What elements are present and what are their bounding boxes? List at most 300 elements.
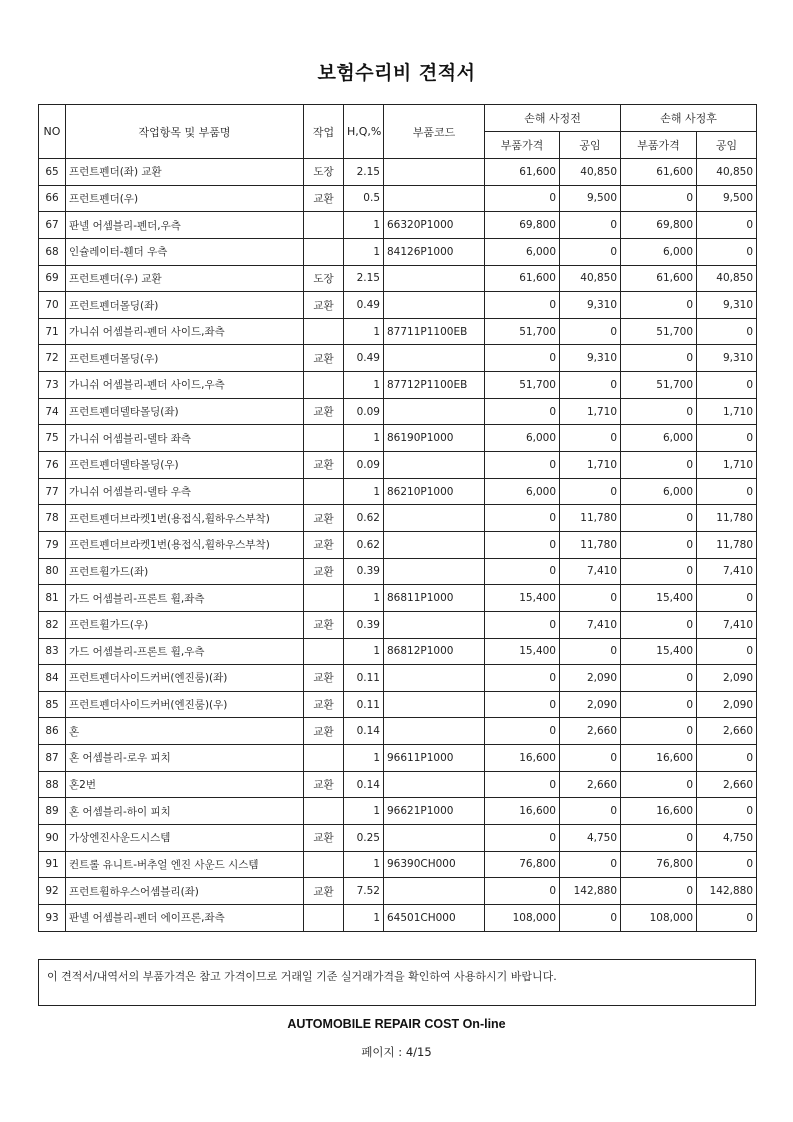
cell-after-labor: 9,500 — [697, 185, 757, 212]
cell-after-labor: 7,410 — [697, 558, 757, 585]
table-row — [39, 292, 757, 319]
cell-work: 도장 — [304, 265, 344, 292]
cell-hq: 1 — [344, 238, 384, 265]
cell-hq: 1 — [344, 638, 384, 665]
footer-brand: AUTOMOBILE REPAIR COST On-line — [287, 1017, 506, 1031]
table-row — [39, 825, 757, 852]
cell-work: 교환 — [304, 345, 344, 372]
cell-after-labor: 0 — [697, 745, 757, 772]
cell-before-labor: 0 — [560, 425, 621, 452]
cell-after-labor: 0 — [697, 212, 757, 239]
cell-item-name: 컨트롤 유니트-버추얼 엔진 사운드 시스템 — [66, 851, 304, 878]
cell-before-labor: 9,500 — [560, 185, 621, 212]
cell-before-labor: 40,850 — [560, 265, 621, 292]
cell-no: 73 — [39, 372, 66, 399]
table-row — [39, 372, 757, 399]
cell-work: 교환 — [304, 825, 344, 852]
cell-part-code — [384, 398, 485, 425]
cell-part-code — [384, 825, 485, 852]
cell-item-name: 프런트펜더몰딩(우) — [66, 345, 304, 372]
cell-after-part-price: 61,600 — [621, 159, 697, 186]
cell-before-labor: 2,660 — [560, 718, 621, 745]
cell-after-labor: 2,660 — [697, 771, 757, 798]
table-row — [39, 878, 757, 905]
cell-before-part-price: 108,000 — [485, 904, 560, 931]
cell-no: 83 — [39, 638, 66, 665]
cell-hq: 1 — [344, 425, 384, 452]
cell-before-labor: 0 — [560, 585, 621, 612]
cell-part-code — [384, 558, 485, 585]
cell-part-code — [384, 718, 485, 745]
cell-after-labor: 40,850 — [697, 265, 757, 292]
cell-work — [304, 318, 344, 345]
cell-no: 68 — [39, 238, 66, 265]
cell-part-code: 64501CH000 — [384, 904, 485, 931]
cell-after-labor: 142,880 — [697, 878, 757, 905]
cell-work: 교환 — [304, 611, 344, 638]
cell-no: 84 — [39, 665, 66, 692]
cell-before-part-price: 0 — [485, 611, 560, 638]
estimate-table — [38, 104, 757, 932]
cell-after-labor: 2,090 — [697, 665, 757, 692]
table-row — [39, 318, 757, 345]
cell-before-labor: 7,410 — [560, 558, 621, 585]
document-title: 보험수리비 견적서 — [317, 62, 476, 84]
cell-item-name: 프런트펜더브라켓1번(용접식,휠하우스부착) — [66, 505, 304, 532]
cell-part-code — [384, 531, 485, 558]
cell-before-labor: 40,850 — [560, 159, 621, 186]
cell-no: 89 — [39, 798, 66, 825]
table-row — [39, 851, 757, 878]
cell-before-part-price: 0 — [485, 292, 560, 319]
table-row — [39, 452, 757, 479]
cell-before-labor: 2,660 — [560, 771, 621, 798]
cell-after-part-price: 0 — [621, 558, 697, 585]
cell-before-labor: 0 — [560, 638, 621, 665]
cell-after-part-price: 0 — [621, 398, 697, 425]
cell-no: 93 — [39, 904, 66, 931]
table-row — [39, 265, 757, 292]
cell-no: 69 — [39, 265, 66, 292]
cell-before-part-price: 0 — [485, 558, 560, 585]
cell-after-part-price: 16,600 — [621, 798, 697, 825]
cell-work: 교환 — [304, 292, 344, 319]
cell-part-code — [384, 691, 485, 718]
cell-before-labor: 9,310 — [560, 345, 621, 372]
table-row — [39, 665, 757, 692]
cell-hq: 0.09 — [344, 452, 384, 479]
cell-before-labor: 1,710 — [560, 452, 621, 479]
cell-part-code — [384, 345, 485, 372]
cell-before-part-price: 0 — [485, 665, 560, 692]
cell-part-code: 96611P1000 — [384, 745, 485, 772]
cell-hq: 1 — [344, 478, 384, 505]
cell-after-labor: 0 — [697, 238, 757, 265]
cell-hq: 0.62 — [344, 505, 384, 532]
cell-before-part-price: 0 — [485, 718, 560, 745]
cell-no: 71 — [39, 318, 66, 345]
cell-item-name: 혼 어셈블리-하이 피치 — [66, 798, 304, 825]
cell-after-part-price: 0 — [621, 691, 697, 718]
cell-after-part-price: 15,400 — [621, 585, 697, 612]
cell-item-name: 프런트펜더(우) — [66, 185, 304, 212]
cell-no: 66 — [39, 185, 66, 212]
cell-before-labor: 0 — [560, 798, 621, 825]
cell-after-labor: 4,750 — [697, 825, 757, 852]
cell-no: 75 — [39, 425, 66, 452]
cell-part-code: 86811P1000 — [384, 585, 485, 612]
cell-after-part-price: 0 — [621, 771, 697, 798]
cell-item-name: 가드 어셈블리-프론트 휠,좌측 — [66, 585, 304, 612]
cell-part-code: 96390CH000 — [384, 851, 485, 878]
cell-after-labor: 0 — [697, 798, 757, 825]
header-work: 작업 — [304, 105, 344, 159]
cell-before-part-price: 61,600 — [485, 265, 560, 292]
cell-work — [304, 478, 344, 505]
table-row — [39, 505, 757, 532]
header-item: 작업항목 및 부품명 — [66, 105, 304, 159]
cell-item-name: 가니쉬 어셈블리-펜더 사이드,좌측 — [66, 318, 304, 345]
cell-work — [304, 212, 344, 239]
cell-hq: 0.49 — [344, 292, 384, 319]
cell-part-code — [384, 292, 485, 319]
cell-hq: 2.15 — [344, 159, 384, 186]
cell-item-name: 프런트펜더델타몰딩(우) — [66, 452, 304, 479]
cell-hq: 1 — [344, 904, 384, 931]
cell-before-part-price: 51,700 — [485, 318, 560, 345]
cell-item-name: 가니쉬 어셈블리-델타 좌측 — [66, 425, 304, 452]
cell-after-labor: 2,660 — [697, 718, 757, 745]
table-row — [39, 478, 757, 505]
table-row — [39, 531, 757, 558]
cell-work: 교환 — [304, 185, 344, 212]
cell-no: 80 — [39, 558, 66, 585]
table-row — [39, 798, 757, 825]
cell-before-part-price: 0 — [485, 825, 560, 852]
cell-after-labor: 7,410 — [697, 611, 757, 638]
cell-hq: 0.09 — [344, 398, 384, 425]
cell-after-labor: 1,710 — [697, 398, 757, 425]
table-row — [39, 718, 757, 745]
cell-after-part-price: 0 — [621, 825, 697, 852]
cell-after-part-price: 51,700 — [621, 318, 697, 345]
cell-part-code: 87711P1100EB — [384, 318, 485, 345]
cell-after-part-price: 0 — [621, 718, 697, 745]
cell-no: 77 — [39, 478, 66, 505]
table-row — [39, 159, 757, 186]
cell-item-name: 프런트펜더델타몰딩(좌) — [66, 398, 304, 425]
table-row — [39, 611, 757, 638]
cell-after-labor: 0 — [697, 478, 757, 505]
cell-after-part-price: 69,800 — [621, 212, 697, 239]
cell-before-labor: 11,780 — [560, 531, 621, 558]
cell-part-code — [384, 611, 485, 638]
cell-after-part-price: 0 — [621, 452, 697, 479]
cell-after-labor: 0 — [697, 851, 757, 878]
cell-before-labor: 2,090 — [560, 691, 621, 718]
cell-after-labor: 11,780 — [697, 531, 757, 558]
cell-after-part-price: 0 — [621, 531, 697, 558]
header-hq: H,Q,% — [344, 105, 384, 159]
cell-item-name: 프런트펜더사이드커버(엔진룸)(좌) — [66, 665, 304, 692]
cell-part-code — [384, 771, 485, 798]
table-row — [39, 638, 757, 665]
cell-after-labor: 40,850 — [697, 159, 757, 186]
cell-part-code: 96621P1000 — [384, 798, 485, 825]
cell-no: 65 — [39, 159, 66, 186]
cell-before-part-price: 0 — [485, 452, 560, 479]
cell-before-part-price: 6,000 — [485, 425, 560, 452]
table-body — [39, 159, 757, 932]
cell-work: 교환 — [304, 398, 344, 425]
cell-before-labor: 11,780 — [560, 505, 621, 532]
header-before-group: 손해 사정전 — [485, 105, 621, 132]
cell-work: 교환 — [304, 665, 344, 692]
cell-hq: 0.11 — [344, 691, 384, 718]
cell-before-labor: 4,750 — [560, 825, 621, 852]
cell-before-part-price: 16,600 — [485, 798, 560, 825]
cell-no: 81 — [39, 585, 66, 612]
table-row — [39, 691, 757, 718]
cell-item-name: 가니쉬 어셈블리-펜더 사이드,우측 — [66, 372, 304, 399]
cell-part-code: 84126P1000 — [384, 238, 485, 265]
cell-hq: 1 — [344, 851, 384, 878]
cell-work: 교환 — [304, 878, 344, 905]
cell-no: 87 — [39, 745, 66, 772]
cell-before-labor: 0 — [560, 478, 621, 505]
cell-hq: 1 — [344, 798, 384, 825]
cell-no: 88 — [39, 771, 66, 798]
cell-before-part-price: 0 — [485, 531, 560, 558]
cell-after-labor: 0 — [697, 425, 757, 452]
cell-after-part-price: 51,700 — [621, 372, 697, 399]
cell-item-name: 혼 — [66, 718, 304, 745]
cell-part-code — [384, 265, 485, 292]
cell-part-code: 87712P1100EB — [384, 372, 485, 399]
cell-hq: 0.14 — [344, 718, 384, 745]
cell-after-part-price: 0 — [621, 185, 697, 212]
table-row — [39, 185, 757, 212]
cell-hq: 0.39 — [344, 611, 384, 638]
cell-after-part-price: 15,400 — [621, 638, 697, 665]
cell-hq: 0.62 — [344, 531, 384, 558]
table-row — [39, 212, 757, 239]
cell-after-labor: 0 — [697, 318, 757, 345]
cell-before-part-price: 69,800 — [485, 212, 560, 239]
cell-before-part-price: 6,000 — [485, 238, 560, 265]
cell-after-part-price: 6,000 — [621, 425, 697, 452]
cell-hq: 7.52 — [344, 878, 384, 905]
cell-after-labor: 0 — [697, 372, 757, 399]
cell-after-part-price: 0 — [621, 611, 697, 638]
cell-part-code — [384, 665, 485, 692]
header-before-part-price: 부품가격 — [485, 132, 560, 159]
cell-part-code — [384, 159, 485, 186]
cell-work — [304, 372, 344, 399]
cell-part-code — [384, 505, 485, 532]
cell-work — [304, 638, 344, 665]
cell-hq: 1 — [344, 372, 384, 399]
cell-item-name: 프런트휠하우스어셈블리(좌) — [66, 878, 304, 905]
cell-after-part-price: 16,600 — [621, 745, 697, 772]
cell-before-labor: 0 — [560, 851, 621, 878]
cell-item-name: 프런트휠가드(좌) — [66, 558, 304, 585]
page-indicator: 페이지 : 4/15 — [361, 1045, 432, 1059]
cell-item-name: 프런트휠가드(우) — [66, 611, 304, 638]
cell-hq: 1 — [344, 318, 384, 345]
cell-work: 교환 — [304, 718, 344, 745]
cell-before-part-price: 15,400 — [485, 638, 560, 665]
cell-before-part-price: 16,600 — [485, 745, 560, 772]
cell-no: 67 — [39, 212, 66, 239]
cell-before-part-price: 61,600 — [485, 159, 560, 186]
header-no: NO — [39, 105, 66, 159]
cell-hq: 2.15 — [344, 265, 384, 292]
cell-before-part-price: 0 — [485, 771, 560, 798]
cell-before-part-price: 0 — [485, 185, 560, 212]
cell-before-labor: 142,880 — [560, 878, 621, 905]
cell-before-labor: 0 — [560, 904, 621, 931]
cell-part-code — [384, 185, 485, 212]
cell-before-part-price: 0 — [485, 345, 560, 372]
cell-after-labor: 9,310 — [697, 345, 757, 372]
cell-no: 76 — [39, 452, 66, 479]
table-row — [39, 904, 757, 931]
cell-work — [304, 745, 344, 772]
cell-after-part-price: 0 — [621, 505, 697, 532]
cell-item-name: 혼 어셈블리-로우 피치 — [66, 745, 304, 772]
header-before-labor: 공임 — [560, 132, 621, 159]
cell-part-code: 86210P1000 — [384, 478, 485, 505]
cell-after-labor: 9,310 — [697, 292, 757, 319]
cell-item-name: 판넬 어셈블리-펜더,우측 — [66, 212, 304, 239]
table-row — [39, 745, 757, 772]
cell-work: 교환 — [304, 452, 344, 479]
cell-no: 79 — [39, 531, 66, 558]
cell-part-code: 66320P1000 — [384, 212, 485, 239]
cell-after-part-price: 6,000 — [621, 478, 697, 505]
cell-hq: 0.25 — [344, 825, 384, 852]
cell-no: 74 — [39, 398, 66, 425]
cell-work — [304, 425, 344, 452]
cell-work — [304, 585, 344, 612]
header-after-labor: 공임 — [697, 132, 757, 159]
cell-before-labor: 0 — [560, 212, 621, 239]
cell-hq: 0.5 — [344, 185, 384, 212]
price-notice: 이 견적서/내역서의 부품가격은 참고 가격이므로 거래일 기준 실거래가격을 확인하여 사용하시기 바랍니다. — [38, 959, 756, 1006]
cell-before-part-price: 0 — [485, 691, 560, 718]
cell-no: 82 — [39, 611, 66, 638]
cell-work: 교환 — [304, 771, 344, 798]
cell-work — [304, 904, 344, 931]
cell-work: 교환 — [304, 505, 344, 532]
cell-item-name: 프런트펜더(우) 교환 — [66, 265, 304, 292]
cell-item-name: 인슐레이터-휀더 우측 — [66, 238, 304, 265]
cell-part-code: 86190P1000 — [384, 425, 485, 452]
cell-work: 도장 — [304, 159, 344, 186]
cell-hq: 0.49 — [344, 345, 384, 372]
cell-item-name: 가드 어셈블리-프론트 휠,우측 — [66, 638, 304, 665]
cell-before-part-price: 0 — [485, 878, 560, 905]
cell-after-part-price: 108,000 — [621, 904, 697, 931]
cell-before-labor: 9,310 — [560, 292, 621, 319]
cell-part-code: 86812P1000 — [384, 638, 485, 665]
cell-after-labor: 0 — [697, 904, 757, 931]
cell-hq: 1 — [344, 212, 384, 239]
cell-work — [304, 798, 344, 825]
cell-hq: 0.11 — [344, 665, 384, 692]
cell-item-name: 가상엔진사운드시스템 — [66, 825, 304, 852]
cell-before-part-price: 76,800 — [485, 851, 560, 878]
cell-no: 70 — [39, 292, 66, 319]
cell-item-name: 프런트펜더(좌) 교환 — [66, 159, 304, 186]
header-after-group: 손해 사정후 — [621, 105, 757, 132]
cell-work — [304, 238, 344, 265]
table-row — [39, 238, 757, 265]
cell-after-part-price: 0 — [621, 665, 697, 692]
table-row — [39, 558, 757, 585]
cell-before-labor: 7,410 — [560, 611, 621, 638]
table-row — [39, 585, 757, 612]
cell-before-part-price: 15,400 — [485, 585, 560, 612]
cell-after-labor: 2,090 — [697, 691, 757, 718]
cell-hq: 0.14 — [344, 771, 384, 798]
cell-part-code — [384, 878, 485, 905]
cell-before-labor: 0 — [560, 372, 621, 399]
cell-after-labor: 11,780 — [697, 505, 757, 532]
cell-after-part-price: 76,800 — [621, 851, 697, 878]
header-code: 부품코드 — [384, 105, 485, 159]
cell-after-part-price: 0 — [621, 878, 697, 905]
cell-hq: 1 — [344, 745, 384, 772]
cell-no: 91 — [39, 851, 66, 878]
cell-hq: 1 — [344, 585, 384, 612]
cell-before-part-price: 6,000 — [485, 478, 560, 505]
cell-after-part-price: 61,600 — [621, 265, 697, 292]
cell-item-name: 프런트펜더사이드커버(엔진룸)(우) — [66, 691, 304, 718]
cell-part-code — [384, 452, 485, 479]
cell-no: 85 — [39, 691, 66, 718]
cell-before-labor: 2,090 — [560, 665, 621, 692]
cell-item-name: 프런트펜더몰딩(좌) — [66, 292, 304, 319]
cell-before-labor: 0 — [560, 745, 621, 772]
cell-after-labor: 0 — [697, 638, 757, 665]
table-row — [39, 345, 757, 372]
cell-item-name: 프런트펜더브라켓1번(용접식,휠하우스부착) — [66, 531, 304, 558]
cell-before-labor: 0 — [560, 238, 621, 265]
cell-no: 72 — [39, 345, 66, 372]
cell-before-part-price: 51,700 — [485, 372, 560, 399]
cell-work: 교환 — [304, 691, 344, 718]
cell-item-name: 판넬 어셈블리-펜더 에이프론,좌측 — [66, 904, 304, 931]
cell-before-labor: 1,710 — [560, 398, 621, 425]
cell-no: 90 — [39, 825, 66, 852]
cell-after-part-price: 0 — [621, 345, 697, 372]
cell-work: 교환 — [304, 531, 344, 558]
cell-after-part-price: 0 — [621, 292, 697, 319]
cell-work: 교환 — [304, 558, 344, 585]
cell-work — [304, 851, 344, 878]
cell-no: 92 — [39, 878, 66, 905]
cell-item-name: 혼2번 — [66, 771, 304, 798]
cell-before-part-price: 0 — [485, 505, 560, 532]
cell-before-labor: 0 — [560, 318, 621, 345]
cell-item-name: 가니쉬 어셈블리-델타 우측 — [66, 478, 304, 505]
cell-before-part-price: 0 — [485, 398, 560, 425]
cell-no: 78 — [39, 505, 66, 532]
table-row — [39, 398, 757, 425]
cell-after-labor: 0 — [697, 585, 757, 612]
